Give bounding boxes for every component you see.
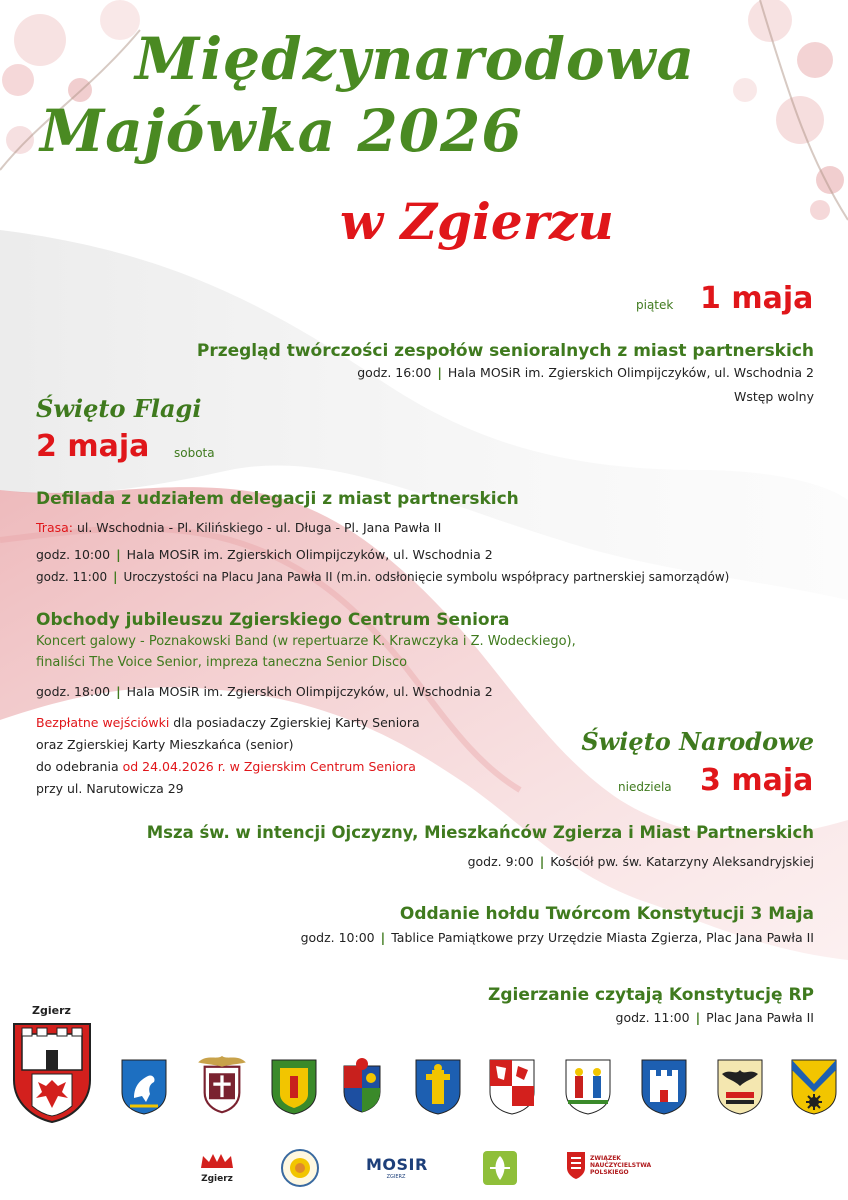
event-time: godz. 16:00 bbox=[357, 365, 432, 380]
sponsor-zgierz-logo bbox=[194, 1150, 240, 1184]
znp-shield-icon bbox=[565, 1150, 587, 1180]
partner-crest-red-lion bbox=[488, 1058, 536, 1116]
event-place: Hala MOSiR im. Zgierskich Olimpijczyków, ul. Wschodnia 2 bbox=[126, 547, 493, 562]
tickets-free-label: Bezpłatne wejściówki bbox=[36, 715, 170, 730]
event-time: godz. 11:00 bbox=[36, 570, 108, 584]
sponsor-zgierz-label: Zgierz bbox=[201, 1174, 233, 1184]
parade-title: Defilada z udziałem delegacji z miast partnerskich bbox=[36, 489, 519, 509]
separator: | bbox=[539, 854, 545, 869]
separator: | bbox=[380, 930, 386, 945]
event-place: Uroczystości na Placu Jana Pawła II (m.in. odsłonięcie symbolu współpracy partnerskiej samorządów) bbox=[123, 570, 730, 584]
day3-event-3-title: Zgierzanie czytają Konstytucję RP bbox=[488, 985, 814, 1005]
zgierz-coat-of-arms bbox=[10, 1020, 94, 1124]
day1-event-details bbox=[357, 363, 814, 383]
tickets-line-3 bbox=[36, 757, 416, 777]
day2-weekday: sobota bbox=[174, 446, 215, 460]
day3-weekday: niedziela bbox=[618, 780, 672, 794]
tickets-date-place: od 24.04.2026 r. w Zgierskim Centrum Seniora bbox=[122, 759, 416, 774]
jubilee-details bbox=[36, 682, 493, 702]
event-time: godz. 10:00 bbox=[300, 930, 375, 945]
partner-crest-horse bbox=[120, 1058, 168, 1116]
tickets-line-1 bbox=[36, 713, 420, 733]
day1-event-note: Wstęp wolny bbox=[733, 389, 814, 404]
znp-label: ZWIĄZEK NAUCZYCIELSTWA POLSKIEGO bbox=[590, 1154, 652, 1176]
title-line-2: Majówka 2026 bbox=[40, 97, 523, 165]
tickets-line-4: przy ul. Narutowicza 29 bbox=[36, 781, 184, 796]
day3-event-2-details bbox=[301, 928, 814, 948]
event-time: godz. 18:00 bbox=[36, 684, 111, 699]
sponsor-centrum-seniora-logo bbox=[280, 1148, 320, 1188]
parade-row-1 bbox=[36, 545, 493, 565]
event-time: godz. 9:00 bbox=[467, 854, 534, 869]
partner-crest-blue-star bbox=[790, 1058, 838, 1116]
partner-crest-eagle-cross bbox=[196, 1050, 248, 1116]
day3-event-2-title: Oddanie hołdu Twórcom Konstytucji 3 Maja bbox=[399, 904, 814, 924]
event-place: Tablice Pamiątkowe przy Urzędzie Miasta Zgierza, Plac Jana Pawła II bbox=[391, 930, 814, 945]
partner-crest-blue-gold-figure bbox=[414, 1058, 462, 1116]
day3-event-3-details bbox=[616, 1008, 814, 1028]
day2-holiday: Święto Flagi bbox=[36, 394, 202, 423]
tickets-text-1: dla posiadaczy Zgierskiej Karty Seniora bbox=[169, 715, 420, 730]
separator: | bbox=[116, 547, 121, 562]
route-label: Trasa: bbox=[36, 520, 73, 535]
tickets-text-3: do odebrania bbox=[36, 759, 123, 774]
partner-crest-castle bbox=[640, 1058, 688, 1116]
tickets-line-2: oraz Zgierskiej Karty Mieszkańca (senior) bbox=[36, 737, 294, 752]
partner-crest-eagle-gold bbox=[716, 1058, 764, 1116]
event-time: godz. 11:00 bbox=[615, 1010, 690, 1025]
day3-event-1-title: Msza św. w intencji Ojczyzny, Mieszkańców Zgierza i Miast Partnerskich bbox=[146, 823, 814, 842]
mosir-sub-label: ZGIERZ bbox=[386, 1174, 406, 1180]
separator: | bbox=[116, 684, 121, 699]
jubilee-desc-1: Koncert galowy - Poznakowski Band (w repertuarze K. Krawczyka i Z. Wodeckiego), bbox=[36, 634, 576, 649]
event-time: godz. 10:00 bbox=[36, 547, 111, 562]
separator: | bbox=[695, 1010, 701, 1025]
sponsor-mosir-logo bbox=[366, 1155, 426, 1180]
jubilee-desc-2: finaliści The Voice Senior, impreza taneczna Senior Disco bbox=[36, 655, 408, 670]
event-place: Hala MOSiR im. Zgierskich Olimpijczyków, ul. Wschodnia 2 bbox=[126, 684, 493, 699]
event-place: Plac Jana Pawła II bbox=[706, 1010, 814, 1025]
day1-event-title: Przegląd twórczości zespołów senioralnych z miast partnerskich bbox=[196, 341, 814, 361]
sponsor-green-logo bbox=[482, 1150, 518, 1186]
parade-row-2 bbox=[36, 567, 729, 587]
mosir-label: MOSIR bbox=[366, 1155, 428, 1174]
day1-weekday: piątek bbox=[636, 298, 674, 312]
day3-date: 3 maja bbox=[700, 763, 814, 798]
partner-crest-green-yellow bbox=[270, 1058, 318, 1116]
zgierz-crest-label: Zgierz bbox=[32, 1004, 71, 1017]
separator: | bbox=[437, 365, 442, 380]
separator: | bbox=[113, 570, 118, 584]
sponsor-znp-logo bbox=[565, 1150, 652, 1180]
event-place: Kościół pw. św. Katarzyny Aleksandryjskiej bbox=[550, 854, 814, 869]
day3-holiday: Święto Narodowe bbox=[581, 727, 814, 756]
partner-crest-ornate bbox=[338, 1058, 386, 1116]
jubilee-title: Obchody jubileuszu Zgierskiego Centrum Seniora bbox=[36, 610, 510, 630]
day2-date: 2 maja bbox=[36, 429, 150, 464]
event-place: Hala MOSiR im. Zgierskich Olimpijczyków, ul. Wschodnia 2 bbox=[447, 365, 814, 380]
day1-date: 1 maja bbox=[700, 281, 814, 316]
day3-event-1-details bbox=[468, 852, 814, 872]
crown-icon bbox=[197, 1150, 237, 1172]
partner-crest-saints bbox=[564, 1058, 612, 1116]
title-line-1: Międzynarodowa bbox=[135, 25, 696, 93]
parade-route bbox=[36, 518, 441, 538]
title-line-3: w Zgierzu bbox=[340, 192, 614, 251]
route-text: ul. Wschodnia - Pl. Kilińskiego - ul. Długa - Pl. Jana Pawła II bbox=[76, 520, 442, 535]
